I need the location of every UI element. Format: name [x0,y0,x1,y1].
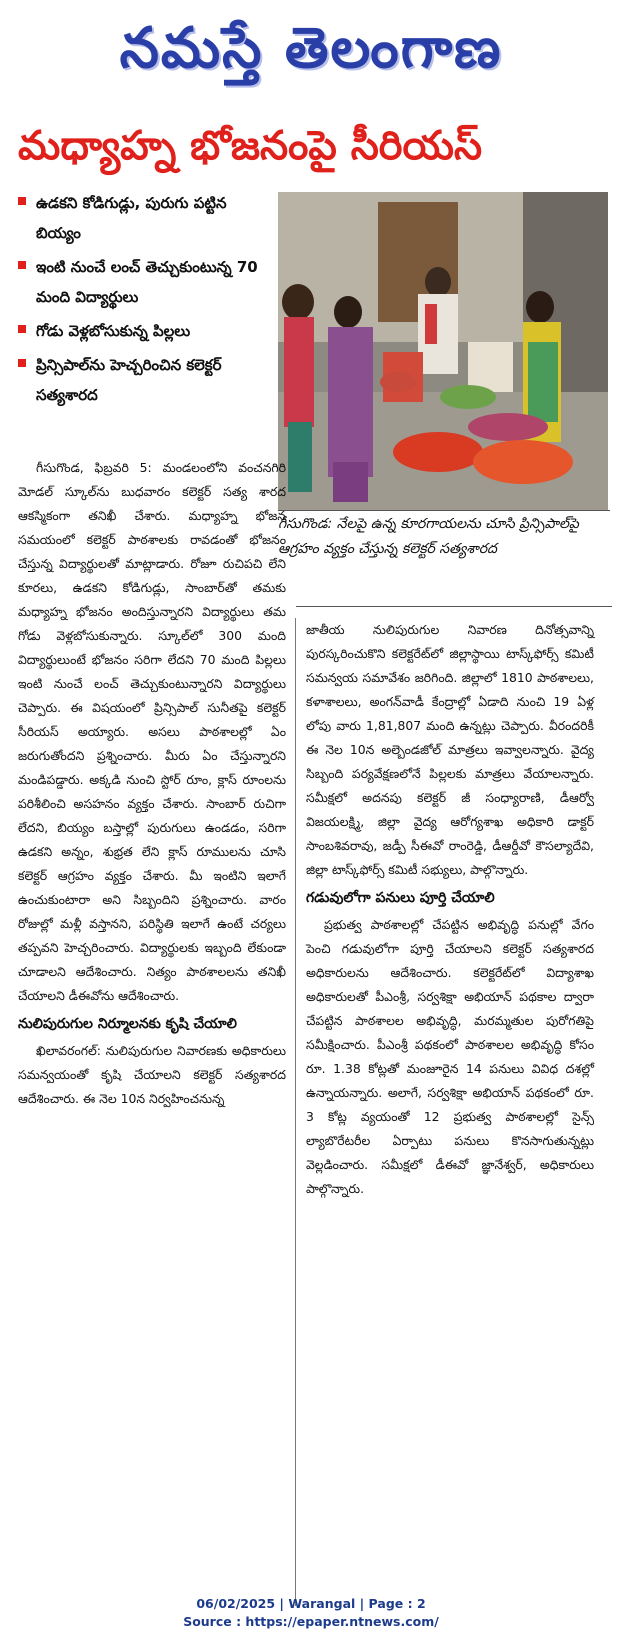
news-photo-illustration [278,192,608,510]
column-top-rule [296,606,612,607]
article-paragraph: ప్రభుత్వ పాఠశాలల్లో చేపట్టిన అభివృద్ధి పనుల్లో వేగం పెంచి గడువులోగా పూర్తి చేయాలని కలెక్టర్ సత్యశారద అధికారులను ఆదేశించారు. కలెక్టరేట్‌లో విద్యాశాఖ అధికారులతో పీఎంశ్రీ, సర్వశిక్షా అభియాన్ పథకాల ద్వారా చేపట్టిన పాఠశాలల అభివృద్ధి, మరమ్మతుల పురోగతిపై సమీక్షించారు. పీఎంశ్రీ పథకంలో పాఠశాలల అభివృద్ధి కోసం రూ. 1.38 కోట్లతో మంజూరైన 14 పనులు వివిధ దశల్లో ఉన్నాయన్నారు. అలాగే, సర్వశిక్షా అభియాన్ పథకంలో రూ. 3 కోట్ల వ్యయంతో 12 ప్రభుత్వ పాఠశాలల్లో సైన్స్ ల్యాబొరేటరీల ఏర్పాటు పనులు కొనసాగుతున్నట్లు వెల్లడించారు. సమీక్షలో డీఈవో జ్ఞానేశ్వర్, అధికారులు పాల్గొన్నారు. [306,917,594,1196]
bullet-square-icon [18,197,26,205]
footer-source-link[interactable]: Source : https://epaper.ntnews.com/ [183,1614,439,1629]
masthead [0,0,622,110]
article-paragraph: గీసుగొండ, ఫిబ్రవరి 5: మండలంలోని వంచనగిరి మోడల్ స్కూల్‌ను బుధవారం కలెక్టర్ సత్య శారద ఆకస్మికంగా తనిఖీ చేశారు. మధ్యాహ్న భోజన సమయంలో కలెక్టర్ పాఠశాలకు రావడంతో భోజనం చేస్తున్న విద్యార్థులతో మాట్లాడారు. రోజూ రుచిపచి లేని కూరలు, ఉడకని కోడిగుడ్లు, సాంబార్‌తో తమకు మధ్యాహ్న భోజనం అందిస్తున్నారని విద్యార్థులు తమ గోడు వెళ్లబోసుకున్నారు. స్కూల్‌లో 300 మంది విద్యార్థులుంటే భోజనం సరిగా లేదని 70 మంది పిల్లలు ఇంటి నుంచే లంచ్ తెచ్చుకుంటున్నారని విద్యార్థులు చెప్పారు. ఈ విషయంలో ప్రిన్సిపాల్ సునీతపై కలెక్టర్ సీరియస్ అయ్యారు. అసలు పాఠశాలల్లో ఏం జరుగుతోందని ప్రశ్నించారు. మీరు ఏం చేస్తున్నారని మండిపడ్డారు. అక్కడి నుంచి స్టోర్ రూం, క్లాస్ రూంలను పరిశీలించి అసహనం వ్యక్తం చేశారు. సాంబార్ రుచిగా లేదని, బియ్యం బస్తాల్లో పురుగులు ఉండడం, సరిగా ఉడకని అన్నం, శుభ్రత లేని క్లాస్ రూములను చూసి కలెక్టర్ ఆగ్రహం వ్యక్తం చేశారు. మీ ఇంటిని ఇలాగే ఉంచుకుంటారా అని సిబ్బందిని ప్రశ్నించారు. వారం రోజుల్లో మళ్లీ వస్తానని, పరిస్థితి ఇలాగే ఉంటే చర్యలు తప్పవని హెచ్చరించారు. విద్యార్థులకు ఇబ్బంది లేకుండా చూడాలని ఆదేశించారు. నిత్యం పాఠశాలలను తనిఖీ చేయాలని డీఈవోను ఆదేశించారు. [18,460,286,1003]
bullet-text: గోడు వెళ్లబోసుకున్న పిల్లలు [36,322,191,340]
bullet-square-icon [18,325,26,333]
bullet-item [18,350,270,410]
bullet-list [18,188,270,414]
page-footer [0,1595,622,1631]
bullet-item [18,316,270,346]
bullet-text: ఉడకని కోడిగుడ్లు, పురుగు పట్టిన బియ్యం [36,194,227,242]
photo-caption: గీసుగొండ: నేలపై ఉన్న కూరగాయలను చూసి ప్రిన్సిపాల్‌పై ఆగ్రహం వ్యక్తం చేస్తున్న కలెక్టర్ సత్యశారద [278,516,579,557]
column-divider [295,618,296,1606]
article-left-column [18,456,286,1114]
article-right-column [306,618,594,1204]
article-paragraph: జాతీయ నులిపురుగుల నివారణ దినోత్సవాన్ని పురస్కరించుకొని కలెక్టరేట్‌లో జిల్లాస్థాయి టాస్క్‌ఫోర్స్ కమిటీ సమన్వయ సమావేశం జరిగింది. జిల్లాలో 1810 పాఠశాలలు, కళాశాలలు, అంగన్‌వాడీ కేంద్రాల్లో ఏడాది నుంచి 19 ఏళ్ల లోపు వారు 1,81,807 మంది ఉన్నట్లు చెప్పారు. వీరందరికీ ఈ నెల 10న అల్బెండజోల్ మాత్రలు ఇవ్వాలన్నారు. వైద్య సిబ్బంది పర్యవేక్షణలోనే పిల్లలకు మాత్రలు వేయాలన్నారు. సమీక్షలో అదనపు కలెక్టర్ జీ సంధ్యారాణి, డీఆర్వో విజయలక్ష్మి, జిల్లా వైద్య ఆరోగ్యశాఖ అధికారి డాక్టర్ సాంబశివరావు, జడ్పీ సీఈవో రాంరెడ్డి, డీఆర్డీవో కౌసల్యాదేవి, జిల్లా టాస్క్‌ఫోర్స్ కమిటీ సభ్యులు, పాల్గొన్నారు. [306,622,594,877]
bullet-item [18,252,270,312]
caption-rule [278,510,610,511]
footer-date-edition: 06/02/2025 | Warangal | Page : 2 [196,1596,426,1611]
bullet-square-icon [18,261,26,269]
bullet-square-icon [18,359,26,367]
masthead-title: నమస్తే తెలంగాణ [119,15,503,81]
bullet-item [18,188,270,248]
subheading-deadline: గడువులోగా పనులు పూర్తి చేయాలి [306,890,495,906]
news-photo [278,192,608,510]
bullet-text: ఇంటి నుంచే లంచ్ తెచ్చుకుంటున్న 70 మంది విద్యార్థులు [36,258,258,306]
bullet-text: ప్రిన్సిపాల్‌ను హెచ్చరించిన కలెక్టర్ సత్యశారద [36,356,222,404]
article-paragraph: ఖిలావరంగల్: నులిపురుగుల నివారణకు అధికారులు సమన్వయంతో కృషి చేయాలని కలెక్టర్ సత్యశారద ఆదేశించారు. ఈ నెల 10న నిర్వహించనున్న [18,1043,286,1106]
headline: మధ్యాహ్న భోజనంపై సీరియస్ [18,123,483,169]
subheading-deworming: నులిపురుగుల నిర్మూలనకు కృషి చేయాలి [18,1016,237,1032]
